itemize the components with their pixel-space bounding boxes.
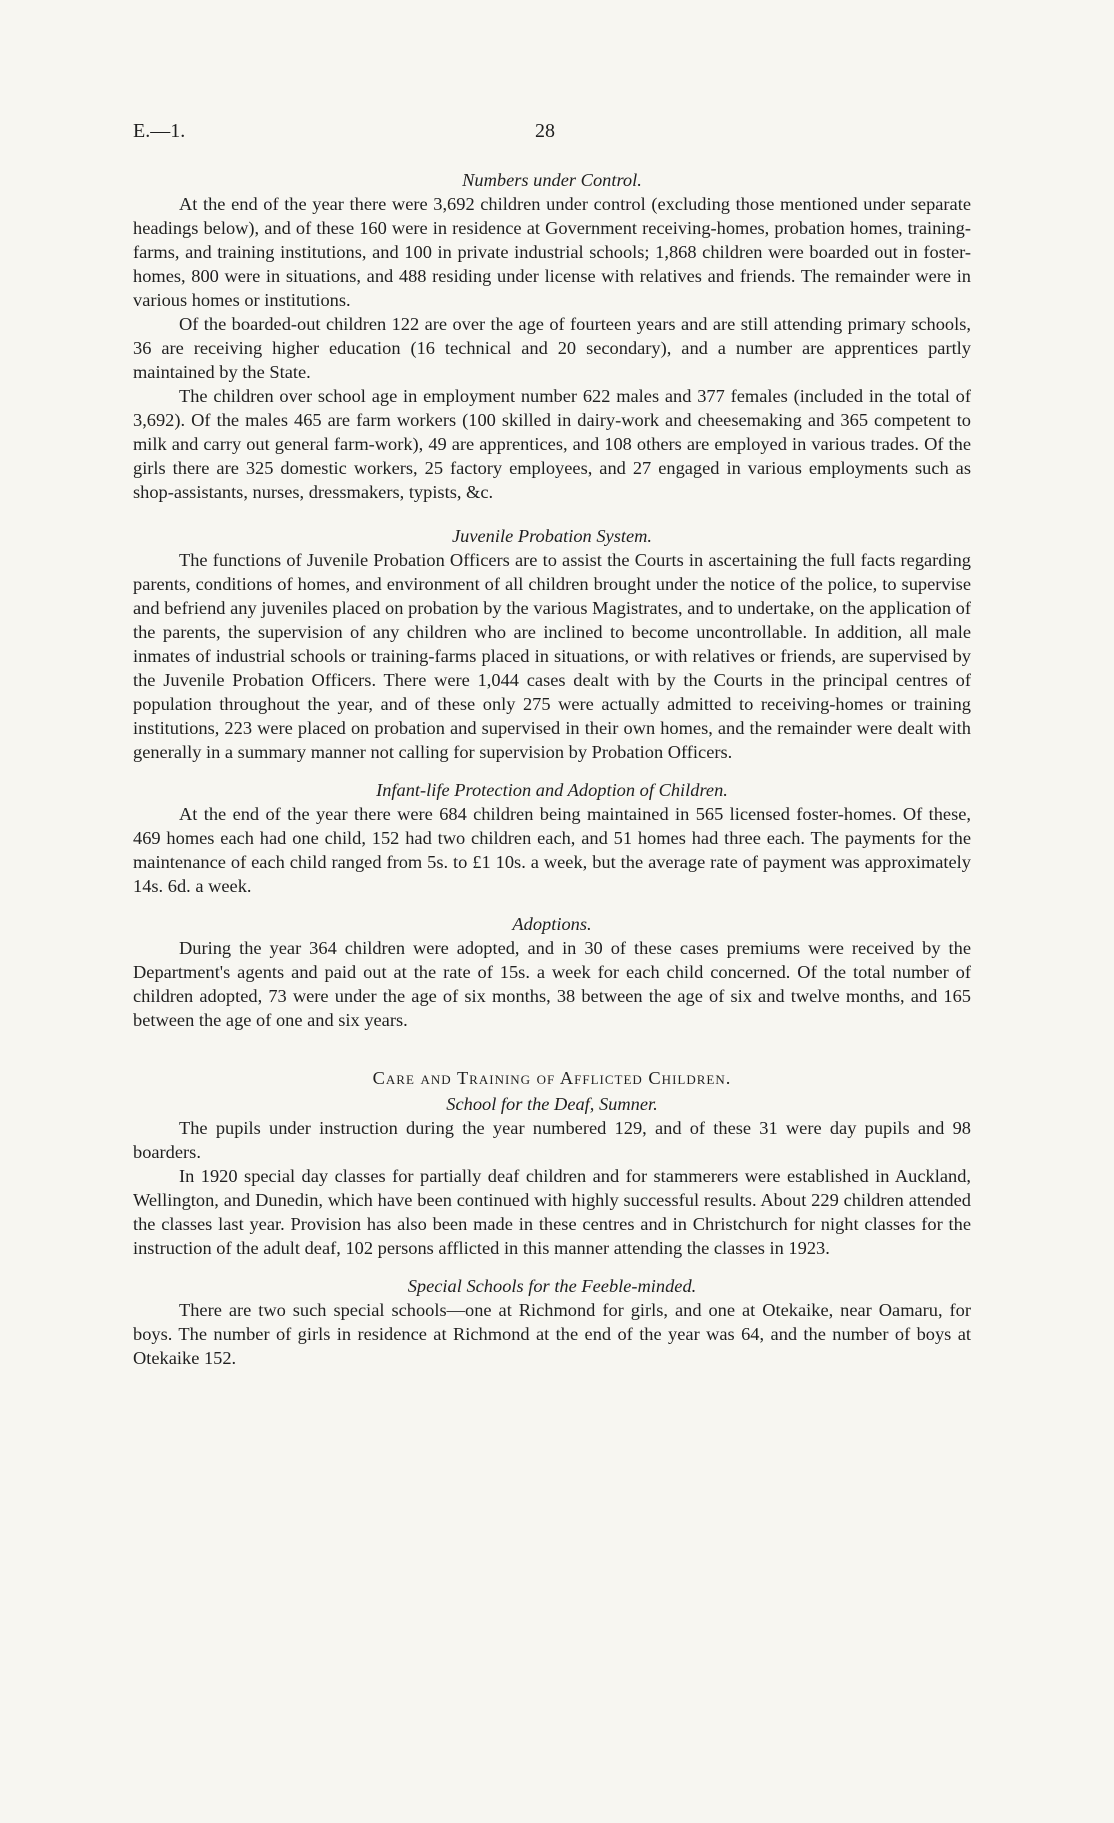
paragraph: The children over school age in employment number 622 males and 377 females (included in the total of 3,692). Of the males 465 are farm workers (100 skilled in dairy-work and cheesemaking and 365 competent to milk and carry out general farm-work), 49 are apprentices, and 108 others are employed in various trades. Of the girls there are 325 domestic workers, 25 factory employees, and 27 engaged in various employments such as shop-assistants, nurses, dressmakers, typists, &c. <box>133 386 971 502</box>
section-special-schools <box>133 1274 971 1370</box>
page-header <box>133 120 983 144</box>
section-adoptions <box>133 912 971 1032</box>
section-juvenile-probation <box>133 524 971 764</box>
section-afflicted-children <box>133 1066 971 1260</box>
paragraph: There are two such special schools—one at Richmond for girls, and one at Otekaike, near Oamaru, for boys. The number of girls in residence at Richmond at the end of the year was 64, and the number of boys at Otekaike 152. <box>133 1300 971 1368</box>
section-heading: Special Schools for the Feeble-minded. <box>407 1276 697 1296</box>
section-numbers-under-control <box>133 168 971 504</box>
document-reference: E.—1. <box>133 120 186 142</box>
paragraph: The functions of Juvenile Probation Officers are to assist the Courts in ascertaining the full facts regarding parents, conditions of homes, and environment of all children brought under the notice of the police, to supervise and befriend any juveniles placed on probation by the various Magistrates, and to undertake, on the application of the parents, the supervision of any children who are inclined to become uncontrollable. In addition, all male inmates of industrial schools or training-farms placed in situations, or with relatives or friends, are supervised by the Juvenile Probation Officers. There were 1,044 cases dealt with by the Courts in the principal centres of population throughout the year, and of these only 275 were actually admitted to receiving-homes or training institutions, 223 were placed on probation and supervised in their own homes, and the remainder were dealt with generally in a summary manner not calling for supervision by Probation Officers. <box>133 550 971 762</box>
section-heading: School for the Deaf, Sumner. <box>446 1094 658 1114</box>
section-infant-life-protection <box>133 778 971 898</box>
section-heading: Infant-life Protection and Adoption of Children. <box>376 780 728 800</box>
paragraph: Of the boarded-out children 122 are over the age of fourteen years and are still attending primary schools, 36 are receiving higher education (16 technical and 20 secondary), and a number are apprentices partly maintained by the State. <box>133 314 971 382</box>
paragraph: At the end of the year there were 3,692 children under control (excluding those mentioned under separate headings below), and of these 160 were in residence at Government receiving-homes, probation homes, training-farms, and training institutions, and 100 in private industrial schools; 1,868 children were boarded out in foster-homes, 800 were in situations, and 488 residing under license with relatives and friends. The remainder were in various homes or institutions. <box>133 194 971 310</box>
section-heading: Numbers under Control. <box>462 170 642 190</box>
section-heading: Juvenile Probation System. <box>451 526 653 546</box>
paragraph: In 1920 special day classes for partially deaf children and for stammerers were established in Auckland, Wellington, and Dunedin, which have been continued with highly successful results. About 229 children attended the classes last year. Provision has also been made in these centres and in Christchurch for night classes for the instruction of the adult deaf, 102 persons afflicted in this manner attending the classes in 1923. <box>133 1166 971 1258</box>
page-content <box>133 168 971 1370</box>
section-heading: Adoptions. <box>512 914 592 934</box>
paragraph: The pupils under instruction during the year numbered 129, and of these 31 were day pupils and 98 boarders. <box>133 1118 971 1162</box>
paragraph: At the end of the year there were 684 children being maintained in 565 licensed foster-homes. Of these, 469 homes each had one child, 152 had two children each, and 51 homes had three each. The payments for the maintenance of each child ranged from 5s. to £1 10s. a week, but the average rate of payment was approximately 14s. 6d. a week. <box>133 804 971 896</box>
major-heading: Care and Training of Afflicted Children. <box>372 1068 732 1088</box>
page-number: 28 <box>535 120 555 142</box>
paragraph: During the year 364 children were adopted, and in 30 of these cases premiums were received by the Department's agents and paid out at the rate of 15s. a week for each child concerned. Of the total number of children adopted, 73 were under the age of six months, 38 between the age of six and twelve months, and 165 between the age of one and six years. <box>133 938 971 1030</box>
